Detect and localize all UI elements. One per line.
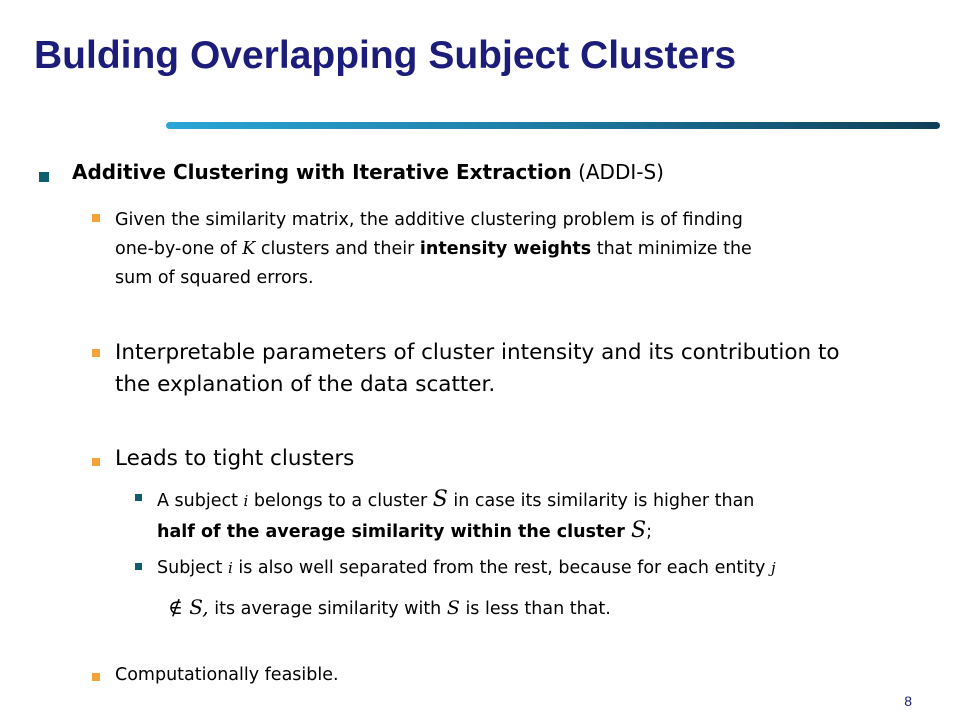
text-span: that minimize the [591, 239, 752, 259]
bullet-heading-rest: (ADDI-S) [571, 160, 664, 184]
title-underline-bar [166, 122, 940, 129]
bullet-square-icon [92, 458, 100, 466]
text-span: clusters and their [255, 239, 420, 259]
bullet-additive-clustering [72, 160, 664, 184]
slide-title: Bulding Overlapping Subject Clusters [34, 34, 737, 77]
sub-bullet-interpretable-parameters [115, 337, 840, 401]
not-in-s-symbol: ∉ S, [168, 595, 209, 619]
bullet-square-icon [92, 673, 100, 681]
text-line [157, 590, 776, 626]
text-span: one-by-one of [115, 239, 243, 259]
half-average-bold: half of the average similarity within the cluster [157, 522, 631, 542]
text-line [157, 553, 776, 583]
var-s: S [446, 597, 460, 619]
var-i: i [243, 492, 249, 510]
text-span: belongs to a cluster [248, 491, 433, 511]
text-span: Subject [157, 558, 228, 578]
var-i: i [227, 559, 233, 577]
bullet-square-icon [135, 563, 142, 570]
bullet-heading-bold: Additive Clustering with Iterative Extraction [72, 160, 572, 184]
text-line [157, 516, 754, 547]
page-number: 8 [904, 693, 912, 709]
intensity-weights-bold: intensity weights [419, 239, 592, 259]
text-span: ; [646, 522, 652, 542]
text-line: sum of squared errors. [115, 268, 314, 288]
text-line: Interpretable parameters of cluster intensity and its contribution to [115, 340, 840, 365]
text-line: Given the similarity matrix, the additive clustering problem is of finding [115, 210, 743, 230]
text-line [157, 485, 754, 516]
subsub-bullet-membership [157, 485, 754, 547]
bullet-square-icon [39, 172, 49, 182]
text-span: its average similarity with [208, 599, 447, 619]
sub-bullet-problem-statement [115, 206, 752, 293]
text-span: A subject [157, 491, 244, 511]
var-s: S [630, 518, 647, 543]
bullet-square-icon [135, 494, 142, 501]
var-s: S [432, 487, 448, 512]
subsub-bullet-separation [157, 553, 776, 626]
sub-bullet-feasible: Computationally feasible. [115, 665, 339, 685]
text-span: is also well separated from the rest, because for each entity [232, 558, 771, 578]
text-line: the explanation of the data scatter. [115, 372, 496, 397]
bullet-square-icon [92, 214, 100, 222]
text-span: in case its similarity is higher than [447, 491, 755, 511]
var-k: K [242, 239, 256, 259]
text-line [115, 235, 752, 264]
bullet-square-icon [92, 349, 100, 357]
sub-bullet-tight-clusters: Leads to tight clusters [115, 446, 355, 471]
text-span: is less than that. [459, 599, 611, 619]
var-j: j [770, 559, 776, 577]
